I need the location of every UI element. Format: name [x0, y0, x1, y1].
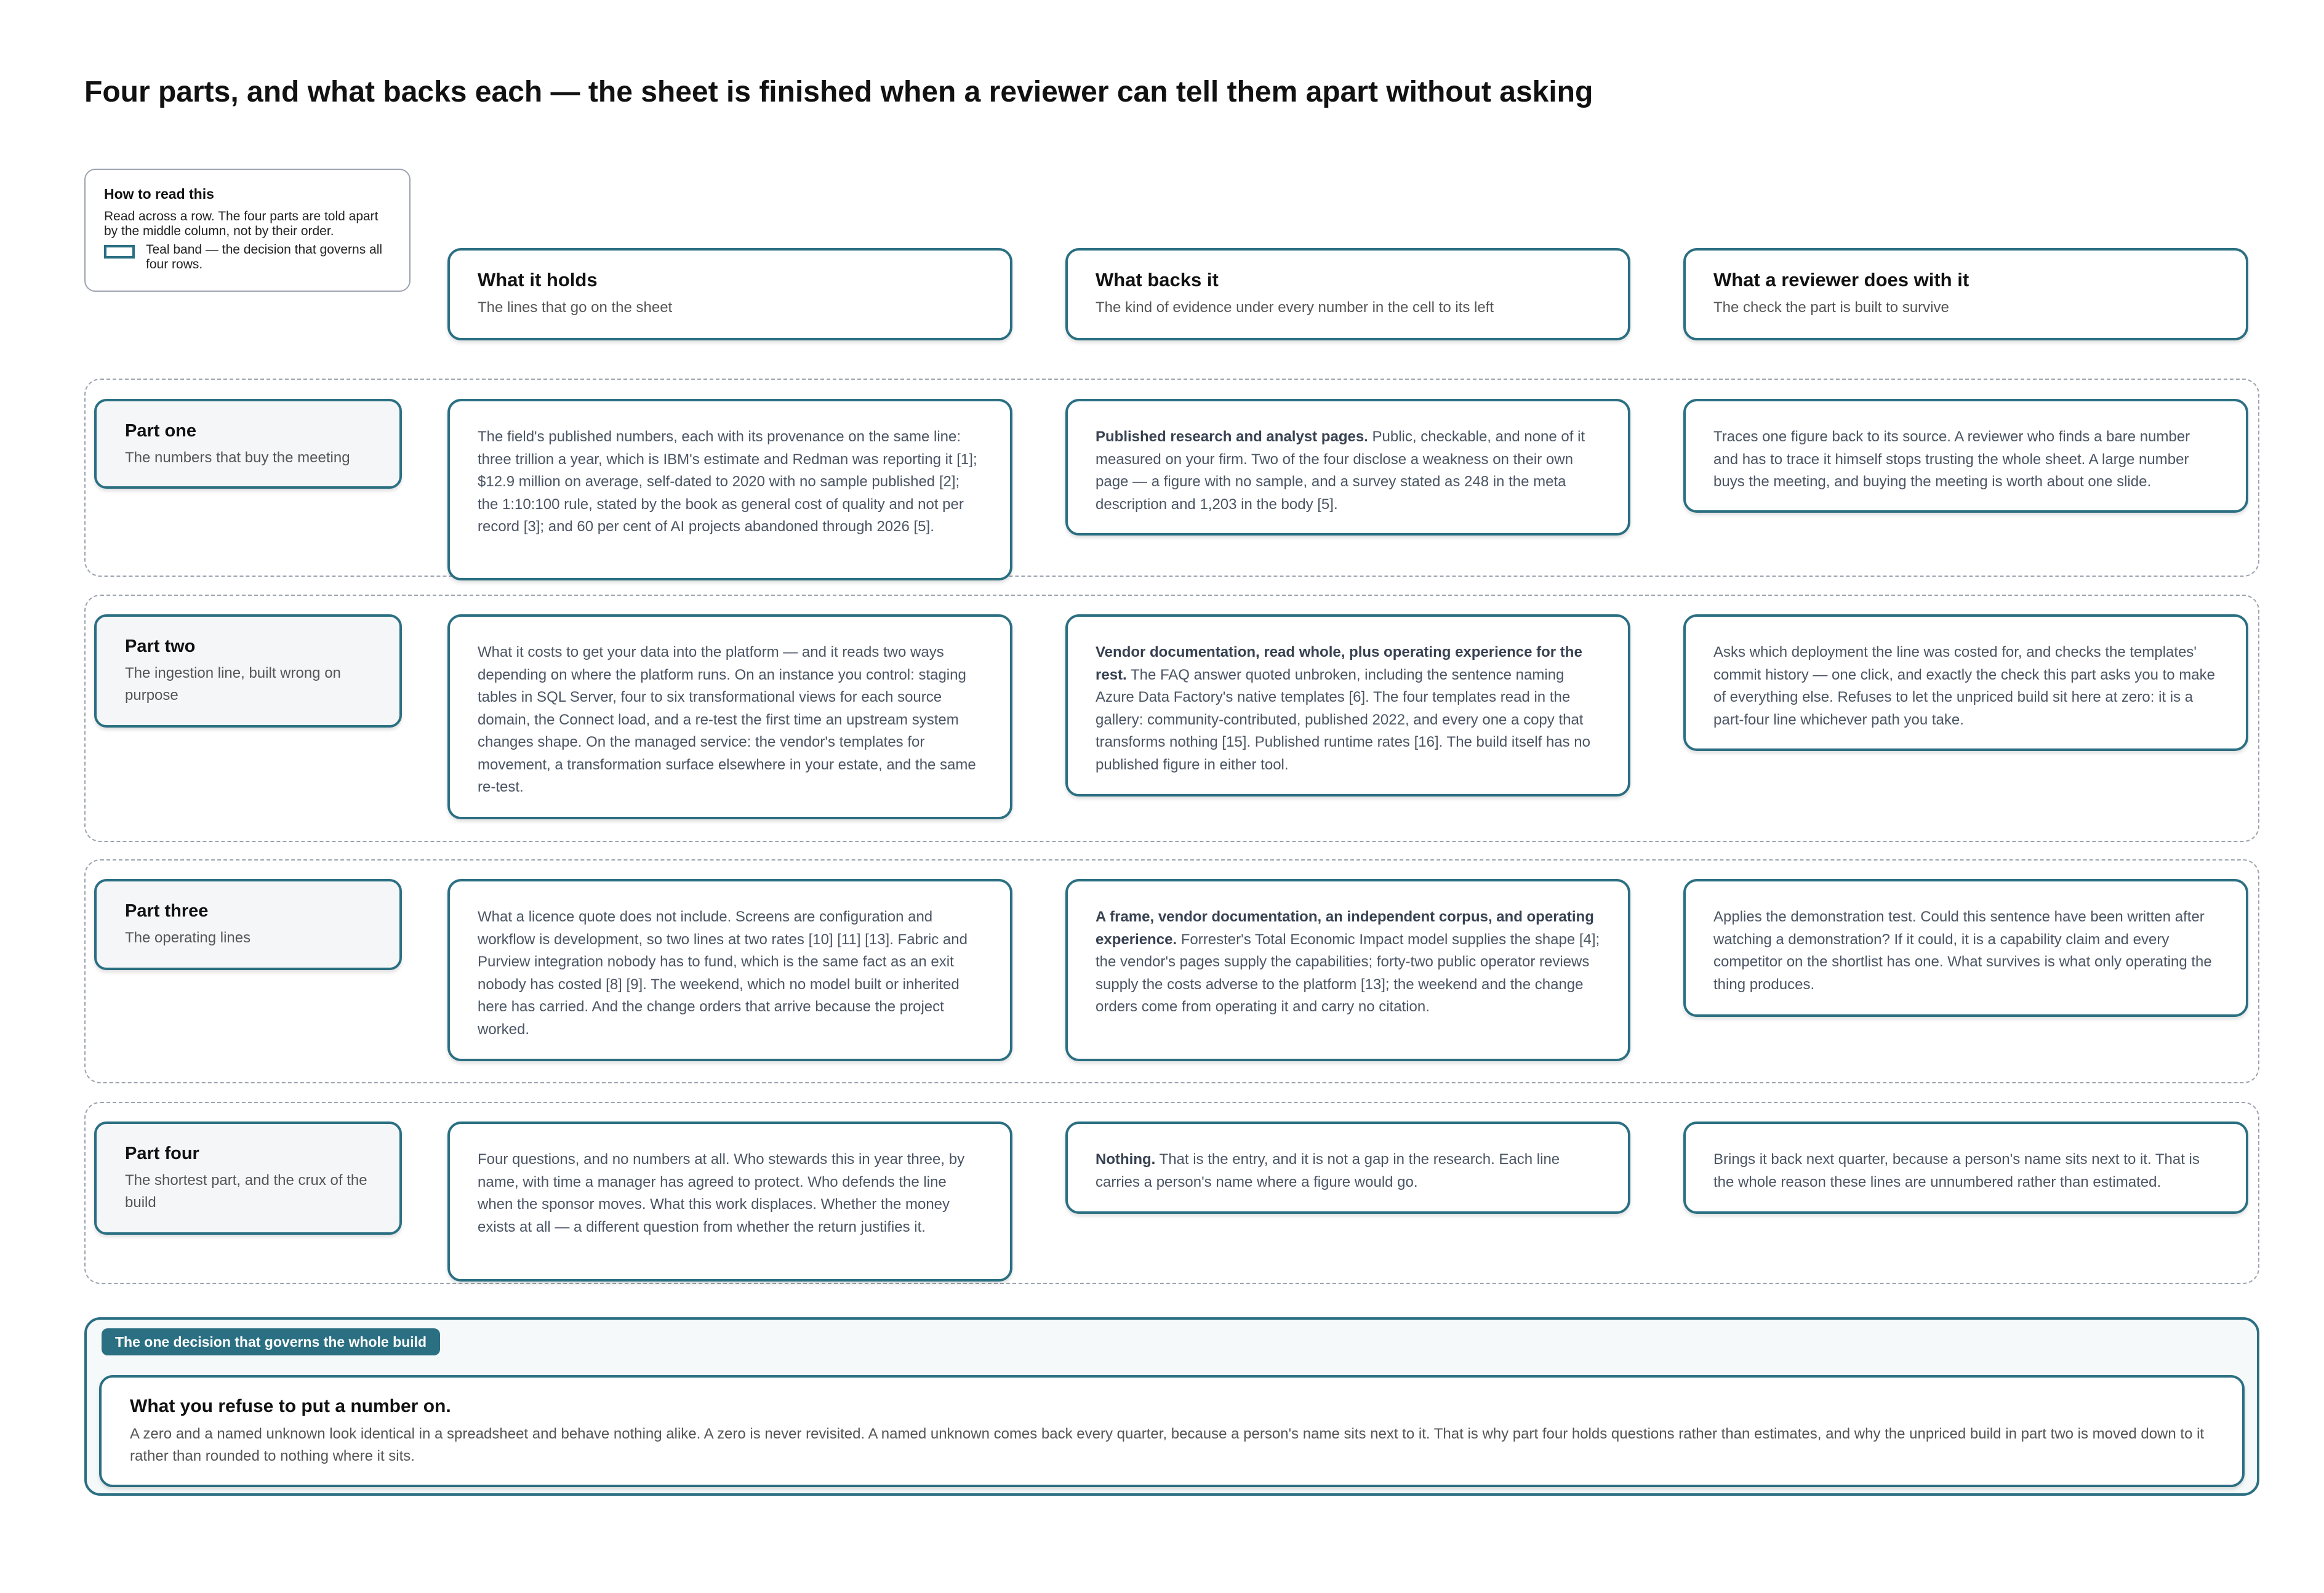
cell-backs-part-one [1065, 399, 1630, 536]
backs-lead: Vendor documentation, read whole, plus operating experience for the rest. [1096, 644, 1582, 683]
column-title: What backs it [1096, 269, 1219, 291]
part-subtitle: The ingestion line, built wrong on purpose [125, 665, 341, 704]
cell-reviewer-part-four: Brings it back next quarter, because a person's name sits next to it. That is the whole reason these lines are unnumbered rather than estimated. [1683, 1122, 2248, 1214]
part-title: Part one [125, 421, 197, 441]
decision-band-label: The one decision that governs the whole build [102, 1328, 440, 1355]
part-card-two [94, 614, 402, 728]
column-subtitle: The check the part is built to survive [1713, 299, 1949, 316]
teal-band-swatch-icon [104, 245, 135, 259]
column-header-reviewer [1683, 248, 2248, 340]
part-subtitle: The numbers that buy the meeting [125, 449, 350, 466]
cell-holds-part-one: The field's published numbers, each with its provenance on the same line: three trillion a year, which is IBM's estimate and Redman was reporting it [1]; $12.9 million on average, self-dated to 2020 with no sample published [2]; the 1:10:100 rule, stated by the book as general cost of quality and not per record [3]; and 60 per cent of AI projects abandoned through 2026 [5]. [447, 399, 1012, 580]
part-card-one [94, 399, 402, 489]
backs-lead: A frame, vendor documentation, an independent corpus, and operating experience. [1096, 909, 1594, 948]
backs-text: The FAQ answer quoted unbroken, including the sentence naming Azure Data Factory's native templates [6]. The four templates read in the gallery: community-contributed, published 2022, and every one a copy that transforms nothing [15]. Published runtime rates [16]. The build itself has no published figure in either tool. [1096, 666, 1590, 773]
part-title: Part four [125, 1144, 199, 1163]
part-card-three [94, 879, 402, 970]
column-subtitle: The kind of evidence under every number in the cell to its left [1096, 299, 1494, 316]
page-title: Four parts, and what backs each — the sheet is finished when a reviewer can tell them apart without asking [84, 76, 1593, 108]
column-title: What it holds [478, 269, 598, 291]
cell-holds-part-two: What it costs to get your data into the platform — and it reads two ways depending on where the platform runs. On an instance you control: staging tables in SQL Server, four to six transformational views for each source domain, the Connect load, and a re-test the first time an upstream system changes shape. On the managed service: the vendor's templates for movement, a transformation surface elsewhere in your estate, and the same re-test. [447, 614, 1012, 819]
cell-backs-part-three [1065, 879, 1630, 1061]
legend [84, 169, 411, 292]
part-title: Part two [125, 636, 196, 656]
cell-holds-part-three: What a licence quote does not include. Screens are configuration and workflow is development, so two lines at two rates [10] [11] [13]. Fabric and Purview integration nobody has to fund, which is the same fact as an exit nobody has costed [8] [9]. The weekend, which no model built or inherited here has carried. And the change orders that arrive because the project worked. [447, 879, 1012, 1061]
column-subtitle: The lines that go on the sheet [478, 299, 673, 316]
cell-backs-part-four [1065, 1122, 1630, 1214]
backs-text: Forrester's Total Economic Impact model supplies the shape [4]; the vendor's pages supply the capabilities; forty-two public operator reviews supply the costs adverse to the platform [13]; the weekend and the change orders come from operating it and carry no citation. [1096, 931, 1600, 1015]
cell-backs-part-two [1065, 614, 1630, 796]
backs-lead: Nothing. [1096, 1151, 1156, 1168]
part-title: Part three [125, 901, 209, 921]
cell-reviewer-part-one: Traces one figure back to its source. A reviewer who finds a bare number and has to trace it himself stops trusting the whole sheet. A large number buys the meeting, and buying the meeting is worth about one slide. [1683, 399, 2248, 513]
decision-card [99, 1375, 2245, 1487]
backs-text: Public, checkable, and none of it measured on your firm. Two of the four disclose a weakness on their own page — a figure with no sample, and a survey stated as 248 in the meta description and 1,203 in the body [5]. [1096, 428, 1585, 513]
cell-holds-part-four: Four questions, and no numbers at all. Who stewards this in year three, by name, with time a manager has agreed to protect. Who defends the line when the sponsor moves. What this work displaces. Whether the money exists at all — a different question from whether the return justifies it. [447, 1122, 1012, 1282]
column-header-holds [447, 248, 1012, 340]
decision-title: What you refuse to put a number on. [130, 1396, 451, 1416]
legend-title: How to read this [104, 186, 214, 202]
backs-lead: Published research and analyst pages. [1096, 428, 1368, 445]
column-title: What a reviewer does with it [1713, 269, 1969, 291]
column-header-backs [1065, 248, 1630, 340]
part-card-four [94, 1122, 402, 1235]
backs-text: That is the entry, and it is not a gap in the research. Each line carries a person's name where a figure would go. [1096, 1151, 1560, 1190]
legend-key-text: Teal band — the decision that governs all four rows. [146, 243, 383, 271]
decision-text: A zero and a named unknown look identical in a spreadsheet and behave nothing alike. A zero is never revisited. A named unknown comes back every quarter, because a person's name sits next to it. That is why part four holds questions rather than estimates, and why the unpriced build in part two is moved down to it rather than rounded to nothing where it sits. [130, 1426, 2205, 1464]
part-subtitle: The shortest part, and the crux of the build [125, 1172, 367, 1211]
legend-text: Read across a row. The four parts are told apart by the middle column, not by their order. [104, 209, 379, 238]
cell-reviewer-part-three: Applies the demonstration test. Could this sentence have been written after watching a demonstration? If it could, it is a capability claim and every competitor on the shortlist has one. What survives is what only operating the thing produces. [1683, 879, 2248, 1017]
legend-key [104, 243, 391, 272]
part-subtitle: The operating lines [125, 929, 251, 946]
cell-reviewer-part-two: Asks which deployment the line was costed for, and checks the templates' commit history — one click, and exactly the check this part asks you to make of everything else. Refuses to let the unpriced build sit here at zero: it is a part-four line whichever path you take. [1683, 614, 2248, 751]
